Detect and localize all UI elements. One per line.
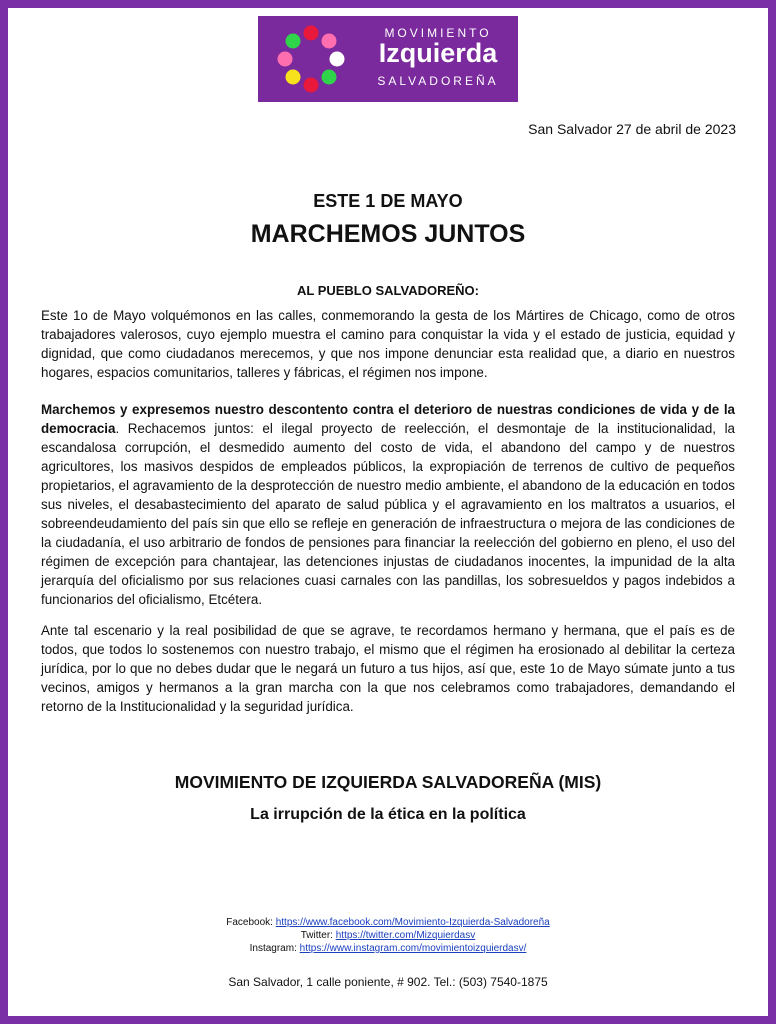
facebook-link[interactable]: https://www.facebook.com/Movimiento-Izquierda-Salvadoreña [275, 917, 550, 928]
logo-line-salvadorena: SALVADOREÑA [377, 74, 499, 88]
twitter-label: Twitter: [300, 930, 333, 941]
paragraph-2-bold: Marchemos y expresemos nuestro descontento contra el deterioro de nuestras condiciones de vida y de la democracia [41, 402, 735, 436]
logo-line-movimiento: MOVIMIENTO [384, 26, 492, 40]
twitter-link[interactable]: https://twitter.com/Mizquierdasv [335, 930, 476, 941]
social-links [8, 916, 768, 955]
instagram-label: Instagram: [249, 943, 297, 954]
paragraph-2-rest: . Rechacemos juntos: el ilegal proyecto de reelección, el desmontaje de la institucionalidad, la escandalosa corrupción, el desmedido aumento del costo de vida, el abandono del campo y de nuestros agricultores, los masivos despidos de empleados públicos, la expropiación de terrenos de cultivo de pequeños propietarios, el agravamiento de la desprotección de nuestro medio ambiente, el abandono de la educación en todos sus niveles, el desabastecimiento del aparato de salud pública y el agravamiento en los maltratos a usuarios, el sobreendeudamiento del país sin que ello se refleje en generación de infraestructura o mejora de las condiciones de la ciudadanía, el uso arbitrario de fondos de pensiones para financiar la reelección del gobierno en pleno, el uso del régimen de excepción para chantajear, las detenciones injustas de ciudadanos inocentes, la impunidad de la alta jerarquía del oficialismo por sus relaciones cuasi carnales con las pandillas, los sobresueldos y pagos indebidos a funcionarios del oficialismo, Etcétera. [41, 421, 735, 607]
facebook-line [8, 916, 768, 929]
tagline: La irrupción de la ética en la política [250, 806, 526, 823]
heading-small: ESTE 1 DE MAYO [313, 191, 463, 211]
logo-line-izquierda: Izquierda [378, 38, 498, 68]
instagram-line [8, 942, 768, 955]
paragraph-1: Este 1o de Mayo volquémonos en las calles, conmemorando la gesta de los Mártires de Chicago, como de otros trabajadores valerosos, cuyo ejemplo muestra el camino para conquistar la vida y el estado de justicia, equidad y dignidad, que como ciudadanos merecemos, y que nos impone denunciar esta realidad que, a diario en nuestros hogares, espacios comunitarios, talleres y fábricas, el régimen nos impone. [41, 308, 735, 380]
organization-name: MOVIMIENTO DE IZQUIERDA SALVADOREÑA (MIS) [174, 772, 602, 792]
document-page [8, 8, 768, 1016]
page-title: MARCHEMOS JUNTOS [250, 220, 526, 248]
facebook-label: Facebook: [226, 917, 273, 928]
instagram-link[interactable]: https://www.instagram.com/movimientoizquierdasv/ [299, 943, 527, 954]
twitter-line [8, 929, 768, 942]
organization-logo [258, 16, 518, 102]
paragraph-2 [41, 400, 735, 609]
salutation: AL PUEBLO SALVADOREÑO: [296, 283, 479, 298]
dots-ring-icon [276, 24, 346, 94]
address: San Salvador, 1 calle poniente, # 902. Tel.: (503) 7540-1875 [228, 975, 548, 989]
paragraph-3: Ante tal escenario y la real posibilidad de que se agrave, te recordamos hermano y hermana, que el país es de todos, que todos lo sostenemos con nuestro trabajo, el mismo que el régimen ha erosionado al debilitar la certeza jurídica, por lo que no debes dudar que le negará un futuro a tus hijos, así que, este 1o de Mayo súmate junto a tus vecinos, amigos y hermanos a la gran marcha con la que nos celebramos como trabajadores, demandando el retorno de la Institucionalidad y la seguridad jurídica. [41, 623, 735, 714]
letter-date: San Salvador 27 de abril de 2023 [528, 121, 736, 137]
